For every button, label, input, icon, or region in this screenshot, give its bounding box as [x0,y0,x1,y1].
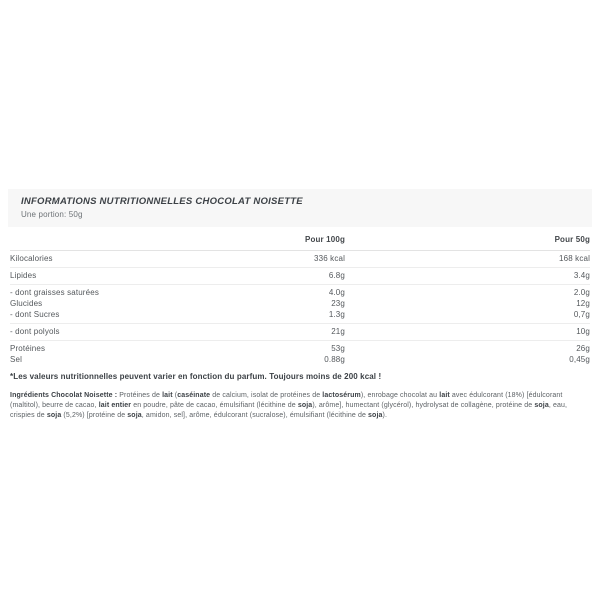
ingredient-text: Protéines de [119,392,163,399]
value-per-50g: 12g [576,299,590,308]
nutrient-label: Glucides [10,299,43,308]
value-per-50g: 3.4g [573,271,590,280]
value-per-50g: 168 kcal [559,254,590,263]
ingredient-text: de calcium, isolat de protéines de [210,392,323,399]
nutrient-label: Lipides [10,271,37,280]
nutrient-label: Kilocalories [10,254,53,263]
nutrition-section [8,189,592,421]
ingredient-bold-text: caséinate [177,392,211,399]
ingredient-bold-text: lactosérum [322,392,361,399]
value-per-100g: 23g [331,299,345,308]
nutrition-group [10,285,590,324]
nutrient-label: Sel [10,355,23,364]
nutrient-label: - dont Sucres [10,310,60,319]
ingredient-text: ). [382,412,388,419]
ingredient-bold-text: lait [162,392,173,399]
nutrition-row [10,253,590,264]
nutrition-row [10,326,590,337]
value-per-100g: 53g [331,344,345,353]
value-per-50g: 0,45g [569,355,590,364]
table-body [10,251,590,368]
nutrition-group [10,341,590,368]
ingredient-bold-text: soja [127,412,142,419]
ingredients-paragraph [10,391,590,421]
header-spacer [10,234,240,245]
value-per-50g: 10g [576,327,590,336]
nutrition-row [10,270,590,281]
nutrition-row [10,287,590,298]
nutrition-row [10,354,590,365]
ingredient-bold-text: soja [534,402,549,409]
value-per-50g: 26g [576,344,590,353]
nutrient-label: - dont polyols [10,327,60,336]
ingredient-bold-text: soja [368,412,383,419]
ingredient-text: en poudre, pâte de cacao, émulsifiant (lécithine de [131,402,298,409]
nutrient-label: - dont graisses saturées [10,288,99,297]
ingredient-bold-text: soja [297,402,313,409]
ingredient-text: , eau, crispies de [10,402,568,419]
value-per-100g: 1.3g [328,310,345,319]
portion-label: Une portion: 50g [21,210,83,219]
nutrition-footnote: *Les valeurs nutritionnelles peuvent varier en fonction du parfum. Toujours moins de 200 kcal ! [10,372,382,381]
nutrition-group [10,324,590,341]
value-per-100g: 336 kcal [314,254,345,263]
table-header-row [10,230,590,251]
value-per-50g: 0,7g [573,310,590,319]
nutrition-group [10,251,590,268]
value-per-50g: 2.0g [573,288,590,297]
nutrition-row [10,343,590,354]
value-per-100g: 6.8g [328,271,345,280]
ingredient-text: ( [172,392,178,399]
nutrition-group [10,268,590,285]
nutrition-title-box [8,189,592,227]
ingredient-bold-text: lait [439,392,450,399]
section-title: INFORMATIONS NUTRITIONNELLES CHOCOLAT NOISETTE [21,196,303,207]
ingredient-text: ), enrobage chocolat au [360,392,440,399]
value-per-100g: 21g [331,327,345,336]
ingredient-bold-text: soja [46,412,62,419]
value-per-100g: 0.88g [324,355,345,364]
ingredient-text: ), arôme], humectant (glycérol), hydrolysat de collagène, protéine de [312,402,535,409]
nutrition-table [10,230,590,368]
column-header-per-100g: Pour 100g [304,235,345,244]
ingredient-text: avec édulcorant (18%) [édulcorant (maltitol), beurre de cacao, [10,392,563,409]
column-header-per-50g: Pour 50g [554,235,590,244]
value-per-100g: 4.0g [328,288,345,297]
nutrition-row [10,298,590,309]
ingredient-text: (5,2%) [protéine de [61,412,128,419]
nutrition-row [10,309,590,320]
ingredient-bold-text: lait entier [98,402,132,409]
ingredient-text: , amidon, sel], arôme, édulcorant (sucralose), émulsifiant (lécithine de [141,412,369,419]
nutrient-label: Protéines [10,344,46,353]
ingredient-bold-text: Ingrédients Chocolat Noisette : [10,392,120,399]
